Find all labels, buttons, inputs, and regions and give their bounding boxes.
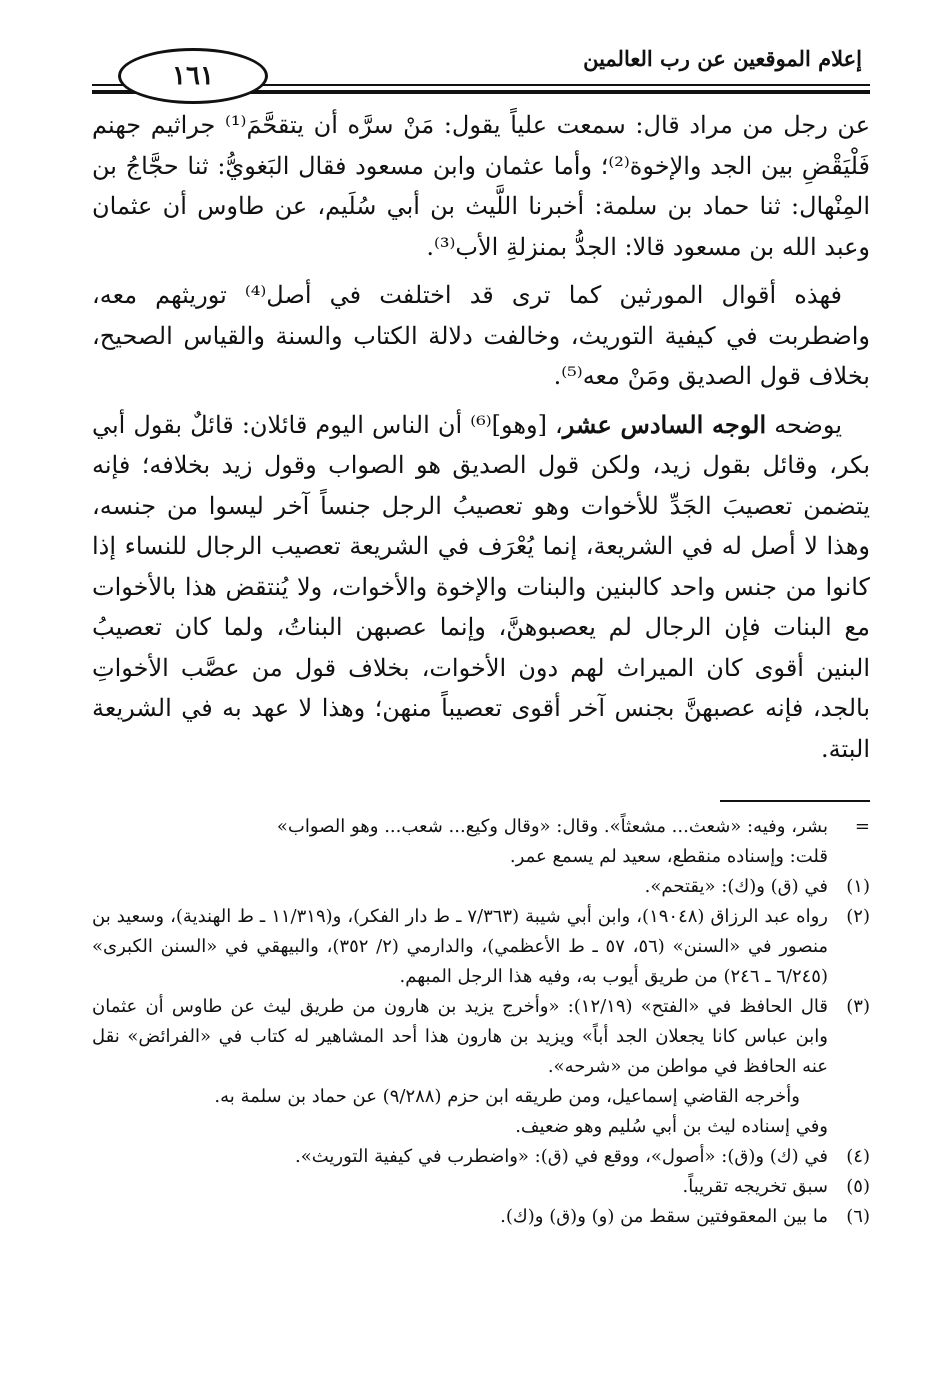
footnote-separator [720, 800, 870, 802]
footnote-text: سبق تخريجه تقريباً. [682, 1176, 828, 1197]
footnote-2 [92, 902, 870, 992]
footnote-marker: = [854, 816, 870, 837]
footnote-text: بشر، وفيه: «شعث... مشعثاً». وقال: «وقال وكيع... شعب... وهو الصواب» [276, 816, 828, 837]
paragraph-3 [92, 405, 870, 770]
footnote-number: (٦) [846, 1206, 870, 1227]
footnote-text: قال الحافظ في «الفتح» (١٢/١٩): «وأخرج يزيد بن هارون من طريق ليث عن طاوس أن عثمان وابن عباس كانا يجعلان الجد أباً» ويزيد بن هارون هذا أحد المشاهير له كتاب في «الفرائض» نقل عنه الحافظ في مواطن من «شرحه». [92, 996, 828, 1077]
page-header [92, 40, 870, 100]
main-text [92, 105, 870, 777]
footnote-6 [92, 1202, 870, 1232]
footnote-3 [92, 992, 870, 1082]
footnote-3-extra: وأخرجه القاضي إسماعيل، ومن طريقه ابن حزم (٩/٢٨٨) عن حماد بن سلمة به. [214, 1086, 800, 1107]
footnote-5 [92, 1172, 870, 1202]
footnote-number: (٣) [846, 996, 870, 1017]
footnote-number: (٥) [846, 1176, 870, 1197]
footnote-text: رواه عبد الرزاق (١٩٠٤٨)، وابن أبي شيبة (٧/٣٦٣ ـ ط دار الفكر)، و(١١/٣١٩ ـ ط الهندية)، وسعيد بن منصور في «السنن» (٥٦، ٥٧ ـ ط الأعظمي)، والدارمي (٢/ ٣٥٢)، والبيهقي في «السنن الكبرى» (٦/٢٤٥ ـ ٢٤٦) من طريق أيوب به، وفيه هذا الرجل المبهم. [92, 906, 829, 987]
footnote-number: (٤) [846, 1146, 870, 1167]
book-title: إعلام الموقعين عن رب العالمين [583, 46, 862, 71]
footnote-1 [92, 872, 870, 902]
footnote-number: (١) [846, 876, 870, 897]
footnote-text: في (ك) و(ق): «أصول»، ووقع في (ق): «واضطرب في كيفية التوريث». [295, 1146, 828, 1167]
footnote-text: ما بين المعقوفتين سقط من (و) و(ق) و(ك). [500, 1206, 828, 1227]
paragraph-3-lead: يوضحه [766, 410, 843, 439]
footnote-4 [92, 1142, 870, 1172]
footnote-continuation [92, 812, 870, 842]
footnote-text: في (ق) و(ك): «يقتحم». [644, 876, 828, 897]
page-number: ١٦١ [118, 48, 268, 104]
footnote-continuation-line: قلت: وإسناده منقطع، سعيد لم يسمع عمر. [509, 846, 828, 867]
paragraph-3-body: ، [وهو]⁽⁶⁾ أن الناس اليوم قائلان: قائلٌ بقول أبي بكر، وقائل بقول زيد، ولكن قول الصديق هو الصواب وقول زيد بخلافه؛ فإنه يتضمن تعصيبَ الجَدِّ للأخوات وهو تعصيبُ الرجل جنساً آخر ليسوا من جنسه، وهذا لا أصل له في الشريعة، إنما يُعْرَف في الشريعة تعصيب الرجال للنساء إذا كانوا من جنس واحد كالبنين والبنات والإخوة والأخوات، ولا يُنتقض هذا بالأخوات مع البنات فإن الرجال لم يعصبوهنَّ، وإنما عصبهن البناتُ، ولما كان تعصيبُ البنين أقوى كان الميراث لهم دون الأخوات، بخلاف قول من عصَّب الأخواتِ بالجد، فإنه عصبهنَّ بجنس آخر أقوى تعصيباً منهن؛ وهذا لا عهد به في الشريعة البتة. [92, 410, 870, 763]
paragraph-2: فهذه أقوال المورثين كما ترى قد اختلفت في أصل⁽⁴⁾ توريثهم معه، واضطربت في كيفية التوريث، وخالفت دلالة الكتاب والسنة والقياس الصحيح، بخلاف قول الصديق ومَنْ معه⁽⁵⁾. [92, 281, 870, 390]
footnote-number: (٢) [846, 906, 870, 927]
footnote-3-extra2: وفي إسناده ليث بن أبي سُليم وهو ضعيف. [515, 1116, 828, 1137]
footnotes [92, 812, 870, 1232]
paragraph-3-heading: الوجه السادس عشر [562, 409, 767, 439]
paragraph-1: عن رجل من مراد قال: سمعت علياً يقول: مَنْ سرَّه أن يتقحَّمَ⁽¹⁾ جراثيم جهنم فَلْيَقْضِ بين الجد والإخوة⁽²⁾؛ وأما عثمان وابن مسعود فقال البَغويُّ: ثنا حجَّاجُ بن المِنْهال: ثنا حماد بن سلمة: أخبرنا اللَّيث بن أبي سُلَيم، عن طاوس أن عثمان وعبد الله بن مسعود قالا: الجدُّ بمنزلةِ الأب⁽³⁾. [92, 111, 871, 261]
